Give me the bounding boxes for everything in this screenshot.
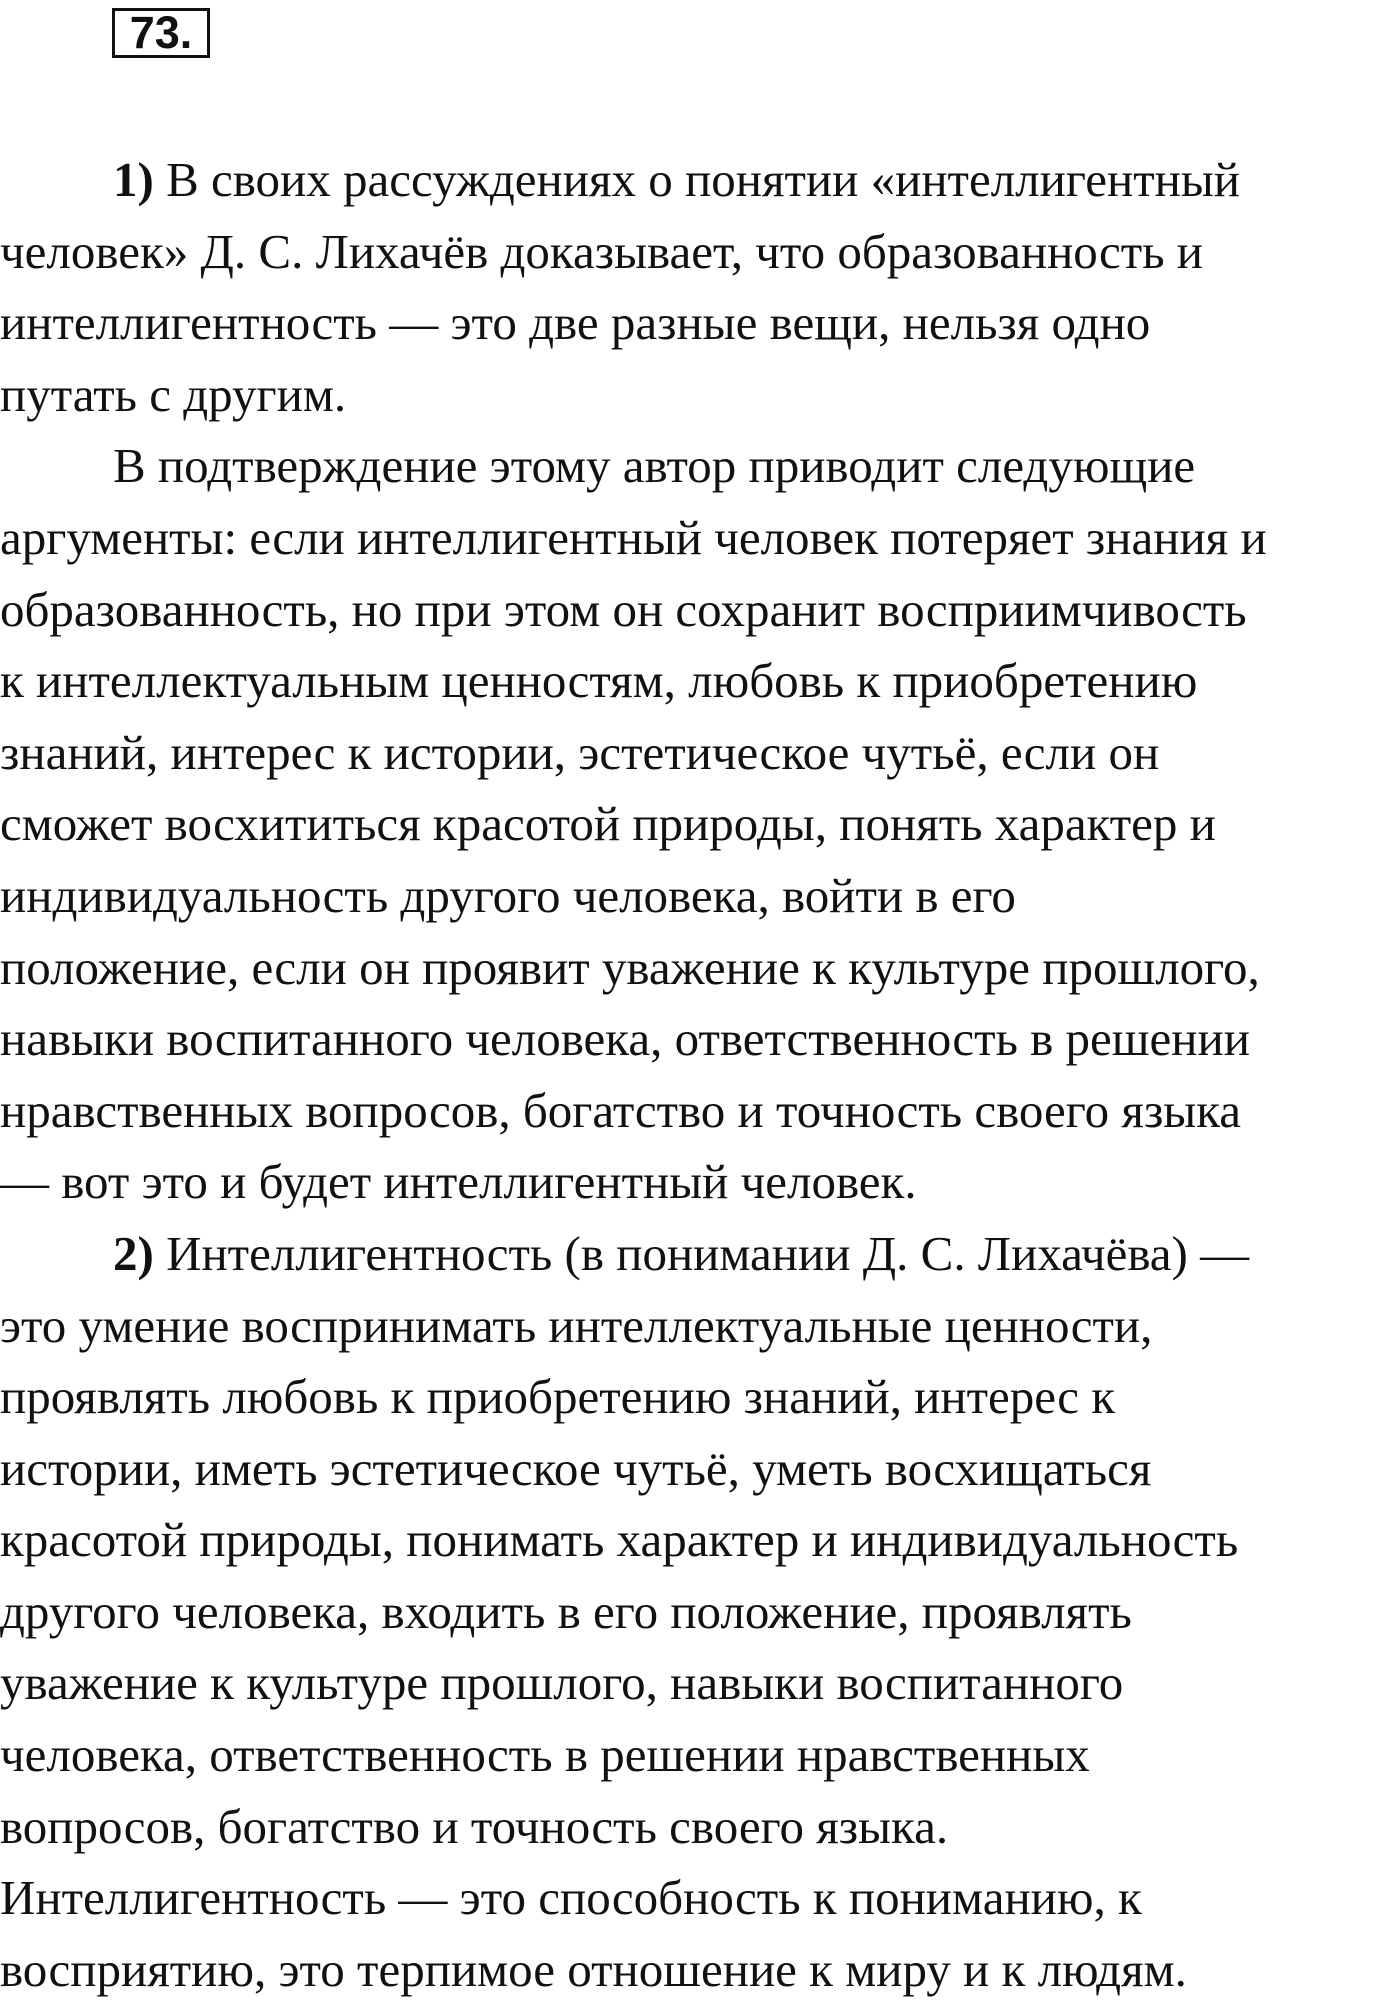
paragraph-line: проявлять любовь к приобретению знаний, интерес к	[0, 1369, 1116, 1425]
paragraph-2-line-1: В подтверждение этому автор приводит следующие	[113, 438, 1196, 494]
paragraph-line: восприятию, это терпимое отношение к миру и к людям.	[0, 1941, 1187, 1997]
paragraph-text: В своих рассуждениях о понятии «интеллигентный	[153, 152, 1241, 207]
paragraph-1-line-1	[0, 144, 1400, 216]
paragraph-line: человек» Д. С. Лихачёв доказывает, что образованность и	[0, 223, 1204, 279]
paragraph-line: положение, если он проявит уважение к культуре прошлого,	[0, 939, 1260, 995]
paragraph-line: путать с другим.	[0, 366, 347, 422]
paragraph-line: интеллигентность — это две разные вещи, нельзя одно	[0, 295, 1151, 351]
paragraph-line: сможет восхититься красотой природы, понять характер и	[0, 796, 1216, 852]
answer-text	[0, 144, 1400, 2005]
paragraph-line: навыки воспитанного человека, ответственность в решении	[0, 1011, 1250, 1067]
paragraph-line: индивидуальность другого человека, войти в его	[0, 867, 1016, 923]
paragraph-line: другого человека, входить в его положение, проявлять	[0, 1583, 1132, 1639]
paragraph-line: это умение воспринимать интеллектуальные ценности,	[0, 1297, 1153, 1353]
paragraph-line: нравственных вопросов, богатство и точность своего языка	[0, 1082, 1242, 1138]
paragraph-3-line-1	[0, 1218, 1400, 1290]
paragraph-line: уважение к культуре прошлого, навыки воспитанного	[0, 1655, 1124, 1711]
task-number-box: 73.	[112, 8, 210, 58]
paragraph-line: красотой природы, понимать характер и индивидуальность	[0, 1512, 1239, 1568]
paragraph-line: аргументы: если интеллигентный человек потеряет знания и	[0, 509, 1267, 565]
paragraph-line: истории, иметь эстетическое чутьё, уметь восхищаться	[0, 1440, 1152, 1496]
paragraph-line: человека, ответственность в решении нравственных	[0, 1727, 1090, 1783]
answer-marker-2: 2)	[113, 1225, 154, 1281]
paragraph-line: вопросов, богатство и точность своего языка.	[0, 1798, 949, 1854]
paragraph-line: — вот это и будет интеллигентный человек.	[0, 1154, 917, 1210]
paragraph-line: образованность, но при этом он сохранит восприимчивость	[0, 581, 1247, 637]
paragraph-line: знаний, интерес к истории, эстетическое чутьё, если он	[0, 724, 1160, 780]
answer-marker-1: 1)	[113, 152, 154, 207]
paragraph-line: Интеллигентность — это способность к пониманию, к	[0, 1870, 1142, 1926]
paragraph-text: Интеллигентность (в понимании Д. С. Лихачёва) —	[153, 1225, 1250, 1281]
paragraph-line: к интеллектуальным ценностям, любовь к приобретению	[0, 653, 1198, 709]
